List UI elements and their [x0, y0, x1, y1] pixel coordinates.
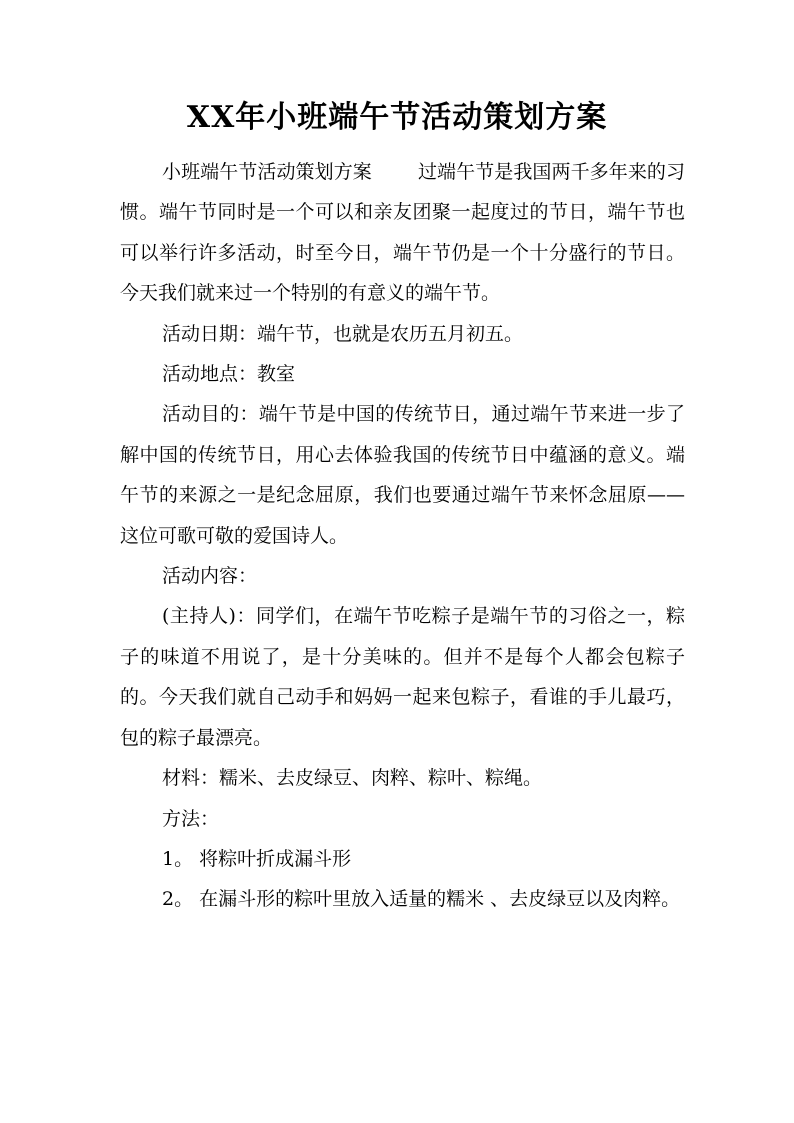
host-paragraph: (主持人)：同学们，在端午节吃粽子是端午节的习俗之一，粽子的味道不用说了，是十分美味的。但并不是每个人都会包粽子的。今天我们就自己动手和妈妈一起来包粽子，看谁的手儿最巧，包的粽子最漂亮。 — [120, 605, 685, 749]
activity-purpose: 活动目的：端午节是中国的传统节日，通过端午节来进一步了解中国的传统节日，用心去体验我国的传统节日中蕴涵的意义。端午节的来源之一是纪念屈原，我们也要通过端午节来怀念屈原——这位可歌可敬的爱国诗人。 — [120, 403, 685, 547]
method-heading: 方法： — [162, 807, 220, 830]
intro-text: 过端午节是我国两千多年来的习惯。端午节同时是一个可以和亲友团聚一起度过的节日，端午节也可以举行许多活动，时至今日，端午节仍是一个十分盛行的节日。今天我们就来过一个特别的有意义的端午节。 — [120, 161, 685, 305]
document-title: XX年小班端午节活动策划方案 — [186, 100, 608, 135]
method-step-1: 1。 将粽叶折成漏斗形 — [162, 847, 352, 870]
activity-date: 活动日期：端午节，也就是农历五月初五。 — [162, 322, 524, 345]
intro-paragraph — [120, 152, 685, 314]
activity-location: 活动地点：教室 — [162, 363, 296, 386]
intro-lead: 小班端午节活动策划方案 — [162, 161, 372, 183]
method-step-2: 2。 在漏斗形的粽叶里放入适量的糯米 、去皮绿豆以及肉粹。 — [162, 888, 681, 911]
activity-content-heading: 活动内容： — [162, 565, 258, 588]
materials-paragraph: 材料：糯米、去皮绿豆、肉粹、粽叶、粽绳。 — [162, 767, 543, 790]
document-body — [120, 152, 685, 920]
